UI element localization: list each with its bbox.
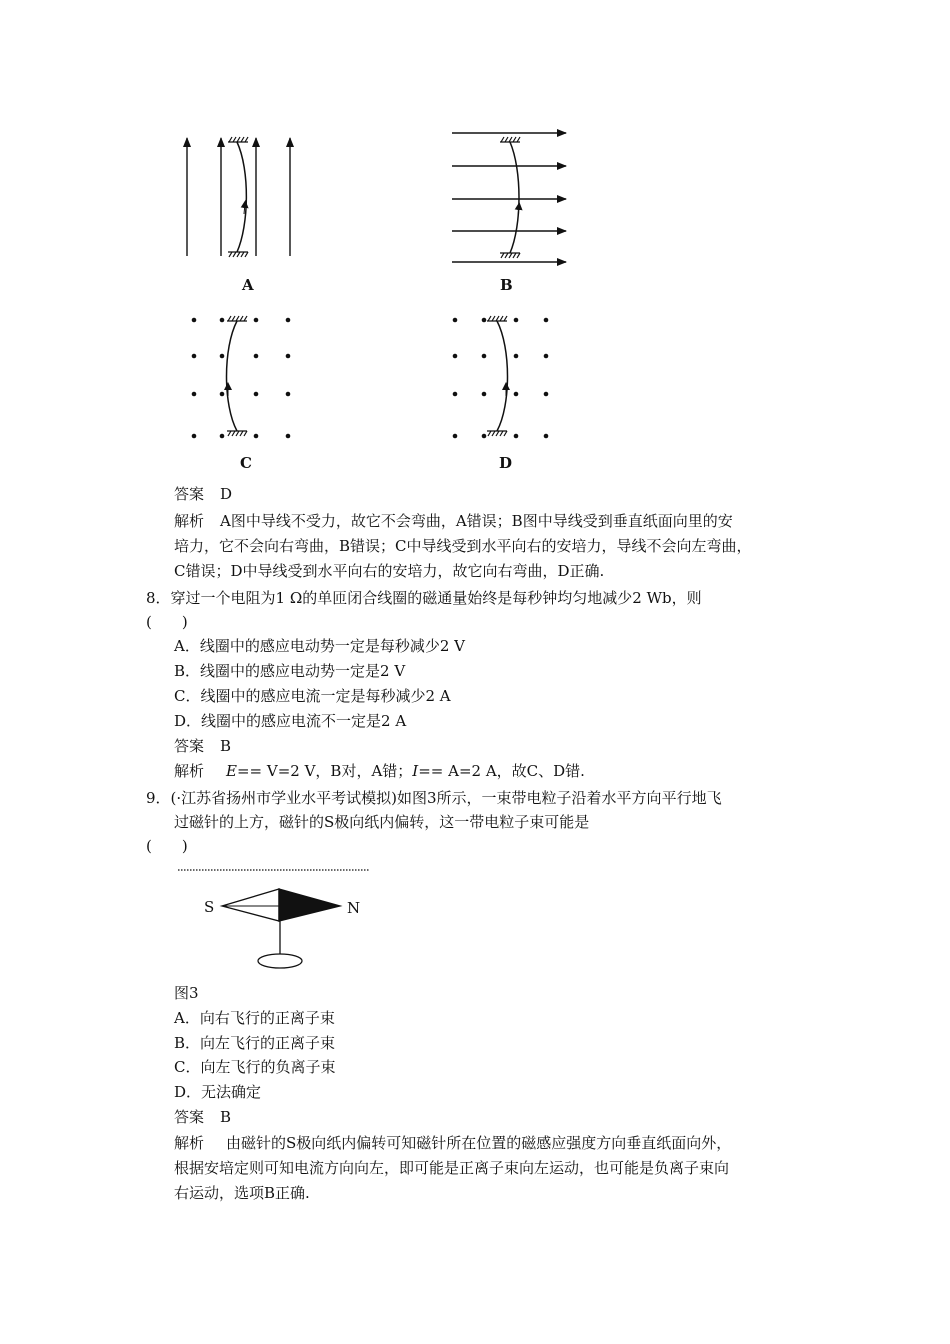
q7-analysis-line-2: 培力，它不会向右弯曲，B错误；C中导线受到水平向右的安培力，导线不会向左弯曲， <box>174 537 752 555</box>
field-dots-out-of-page <box>192 318 291 439</box>
current-wire <box>497 321 508 431</box>
n-pole-label: N <box>347 899 361 917</box>
current-wire <box>237 142 246 252</box>
hatched-support-top <box>500 137 520 142</box>
q8-option-d: D．线圈中的感应电流不一定是2 A <box>174 712 407 730</box>
q9-answer <box>174 1107 231 1127</box>
field-lines-upward <box>187 138 290 256</box>
compass-base <box>258 954 302 968</box>
q9-option-b: B．向左飞行的正离子束 <box>174 1034 336 1052</box>
panel-a-label: A <box>242 276 254 294</box>
hatched-support-bottom <box>228 252 248 257</box>
hatched-support-bottom <box>487 431 507 436</box>
hatched-support-top <box>227 316 247 321</box>
current-wire <box>510 142 519 253</box>
current-direction-arrow <box>244 204 245 214</box>
hatched-support-top <box>228 137 248 142</box>
answer-label: 答案 <box>174 485 205 503</box>
analysis-label: 解析 <box>174 512 205 530</box>
panel-c-diagram <box>192 316 291 438</box>
q9-option-c: C．向左飞行的负离子束 <box>174 1058 336 1076</box>
q9-answer-bracket: ( ) <box>146 837 188 855</box>
s-pole-label: S <box>204 898 215 916</box>
panel-d-label: D <box>499 454 513 472</box>
panel-c-label: C <box>240 454 252 472</box>
panel-b-diagram <box>452 133 566 262</box>
figure-7-diagrams <box>0 0 950 480</box>
q9-stem-line-2: 过磁针的上方，磁针的S极向纸内偏转，这一带电粒子束可能是 <box>174 813 590 831</box>
q8-answer-bracket: ( ) <box>146 613 188 631</box>
q8-stem: 8．穿过一个电阻为1 Ω的单匝闭合线圈的磁通量始终是每秒钟均匀地减少2 Wb，则 <box>146 589 702 607</box>
panel-b-label: B <box>500 276 513 294</box>
q9-option-a: A．向右飞行的正离子束 <box>174 1009 335 1027</box>
q7-analysis-line-1: 解析 A图中导线不受力，故它不会弯曲，A错误；B图中导线受到垂直纸面向里的安 <box>174 512 733 530</box>
q8-option-c: C．线圈中的感应电流一定是每秒减少2 A <box>174 687 451 705</box>
q9-stem-line-1: 9．(·江苏省扬州市学业水平考试模拟)如图3所示，一束带电粒子沿着水平方向平行地飞 <box>146 789 722 807</box>
hatched-support-bottom <box>227 431 247 436</box>
current-symbol: I <box>412 762 419 780</box>
q8-answer <box>174 736 231 756</box>
field-dots-out-of-page <box>453 318 549 439</box>
answer-label: 答案 <box>174 737 205 755</box>
q9-analysis-line-1: 解析 由磁针的S极向纸内偏转可知磁针所在位置的磁感应强度方向垂直纸面向外， <box>174 1134 732 1152</box>
q7-answer <box>174 484 232 504</box>
q9-analysis-line-2: 根据安培定则可知电流方向向左，即可能是正离子束向左运动，也可能是负离子束向 <box>174 1159 730 1177</box>
answer-value: D <box>220 485 233 503</box>
hatched-support-top <box>487 316 507 321</box>
analysis-label: 解析 <box>174 762 205 780</box>
q8-option-a: A．线圈中的感应电动势一定是每秒减少2 V <box>174 637 465 655</box>
figure-3-caption: 图3 <box>174 984 199 1002</box>
hatched-support-bottom <box>500 253 520 258</box>
q8-analysis: 解析 E== V=2 V，B对，A错；I== A=2 A，故C、D错. <box>174 762 585 780</box>
needle-s-half <box>222 889 279 921</box>
q9-analysis-line-3: 右运动，选项B正确. <box>174 1184 310 1202</box>
answer-value: B <box>220 737 232 755</box>
analysis-label: 解析 <box>174 1134 205 1152</box>
needle-n-half <box>279 889 340 921</box>
current-wire <box>227 321 238 431</box>
panel-d-diagram <box>453 316 549 438</box>
answer-label: 答案 <box>174 1108 205 1126</box>
q9-option-d: D．无法确定 <box>174 1083 262 1101</box>
field-lines-rightward <box>452 133 566 262</box>
panel-a-diagram <box>187 137 290 257</box>
q7-analysis-line-3: C错误；D中导线受到水平向右的安培力，故它向右弯曲，D正确. <box>174 562 605 580</box>
emf-symbol: E <box>226 762 237 780</box>
answer-value: B <box>220 1108 232 1126</box>
q8-option-b: B．线圈中的感应电动势一定是2 V <box>174 662 406 680</box>
